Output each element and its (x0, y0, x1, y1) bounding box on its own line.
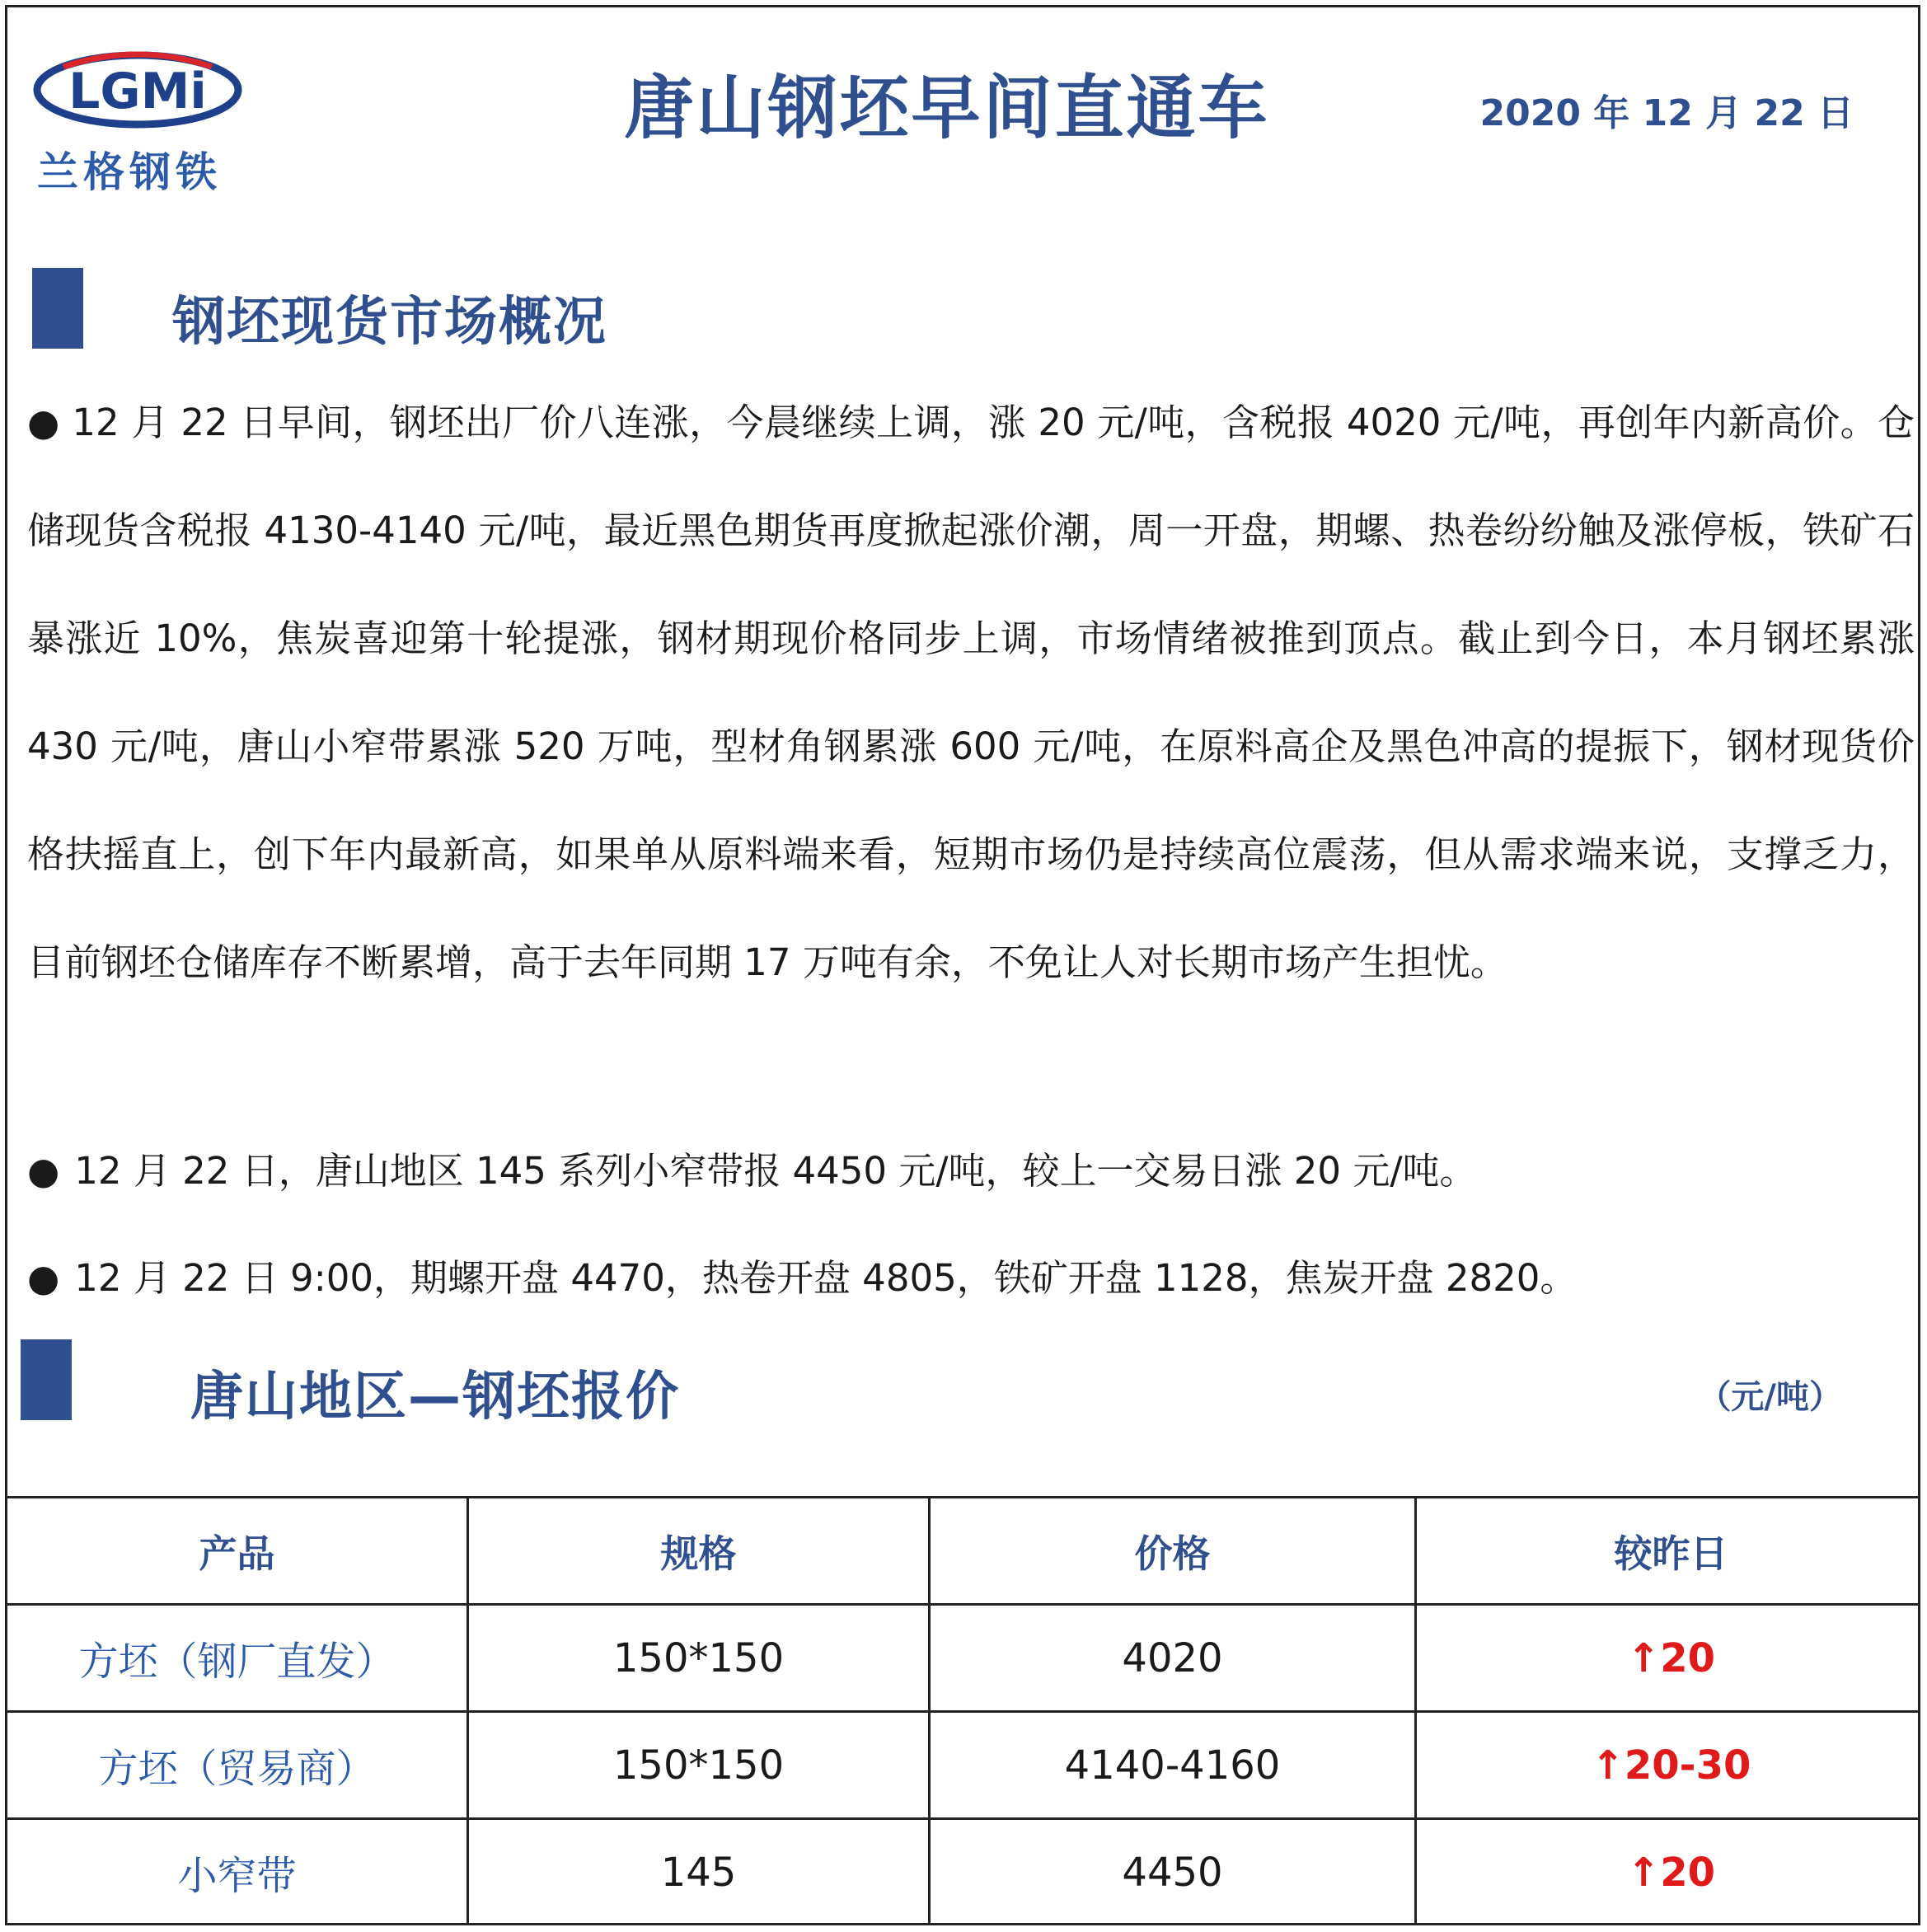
section-marker-bar (32, 268, 83, 349)
cell-spec: 150*150 (468, 1712, 930, 1819)
cell-change: ↑20-30 (1416, 1712, 1921, 1819)
logo-chinese-text: 兰格钢铁 (37, 148, 222, 196)
cell-product: 方坯（钢厂直发） (7, 1605, 468, 1712)
table-row (7, 1819, 1921, 1926)
cell-change: ↑20 (1416, 1605, 1921, 1712)
header-price: 价格 (930, 1498, 1416, 1605)
document-title: 唐山钢坯早间直通车 (624, 68, 1270, 148)
header-spec: 规格 (468, 1498, 930, 1605)
section-price-header (7, 1336, 1918, 1427)
cell-spec: 145 (468, 1819, 930, 1926)
cell-change: ↑20 (1416, 1819, 1921, 1926)
header-change: 较昨日 (1416, 1498, 1921, 1605)
cell-product: 方坯（贸易商） (7, 1712, 468, 1819)
document-date: 2020 年 12 月 22 日 (1479, 92, 1854, 134)
price-table (5, 1496, 1920, 1925)
cell-price: 4020 (930, 1605, 1416, 1712)
section-price-title: 唐山地区—钢坯报价 (190, 1367, 680, 1428)
bullet-item (27, 1147, 1915, 1196)
market-overview-paragraph: ● 12 月 22 日早间，钢坯出厂价八连涨，今晨继续上调，涨 20 元/吨，含税报 4020 元/吨，再创年内新高价。仓储现货含税报 4130-4140 元/吨，最近黑色期货再度掀起涨价潮，周一开盘，期螺、热卷纷纷触及涨停板，铁矿石暴涨近 10%，焦炭喜迎第十轮提涨，钢材期现价格同步上调，市场情绪被推到顶点。截止到今日，本月钢坯累涨 430 元/吨，唐山小窄带累涨 520 万吨，型材角钢累涨 600 元/吨，在原料高企及黑色冲高的提振下，钢材现货价格扶摇直上，创下年内最新高，如果单从原料端来看，短期市场仍是持续高位震荡，但从需求端来说，支撑乏力，目前钢坯仓储库存不断累增，高于去年同期 17 万吨有余，不免让人对长期市场产生担忧。 (27, 401, 1915, 984)
bullet-item (27, 1254, 1915, 1303)
header (7, 7, 1918, 205)
price-unit-label: （元/吨） (1698, 1378, 1842, 1416)
table-row (7, 1605, 1921, 1712)
document-frame (5, 5, 1920, 1925)
bullet-text: 12 月 22 日，唐山地区 145 系列小窄带报 4450 元/吨，较上一交易日涨 20 元/吨。 (74, 1149, 1477, 1193)
cell-price: 4140-4160 (930, 1712, 1416, 1819)
section-spot-market-title: 钢坯现货市场概况 (172, 292, 607, 353)
bullet-marker: ● (27, 1149, 60, 1193)
bullet-marker: ● (27, 1256, 60, 1300)
cell-product: 小窄带 (7, 1819, 468, 1926)
table-header-row (7, 1498, 1921, 1605)
bullet-text: 12 月 22 日 9:00，期螺开盘 4470，热卷开盘 4805，铁矿开盘 1128，焦炭开盘 2820。 (74, 1256, 1578, 1300)
table-row (7, 1712, 1921, 1819)
cell-spec: 150*150 (468, 1605, 930, 1712)
logo-letters: LGMi (68, 63, 207, 120)
section-spot-market-header (7, 263, 1918, 354)
header-product: 产品 (7, 1498, 468, 1605)
section-marker-bar (21, 1339, 72, 1420)
cell-price: 4450 (930, 1819, 1416, 1926)
